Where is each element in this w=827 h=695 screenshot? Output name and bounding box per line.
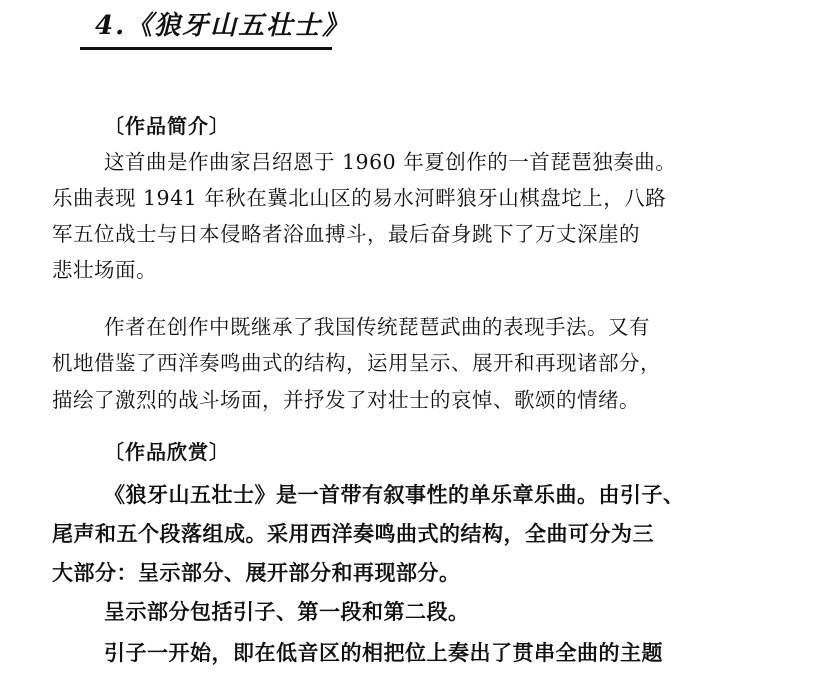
paragraph-line: 军五位战士与日本侵略者浴血搏斗，最后奋身跳下了万丈深崖的 [52, 222, 640, 246]
paragraph-line: 乐曲表现 1941 年秋在冀北山区的易水河畔狼牙山棋盘坨上，八路 [52, 186, 667, 210]
paragraph-line: 悲壮场面。 [52, 258, 157, 282]
paragraph-line: 呈示部分包括引子、第一段和第二段。 [104, 600, 470, 624]
paragraph-line: 大部分：呈示部分、展开部分和再现部分。 [52, 561, 461, 585]
paragraph-line: 机地借鉴了西洋奏鸣曲式的结构，运用呈示、展开和再现诸部分， [52, 351, 661, 375]
paragraph-line: 作者在创作中既继承了我国传统琵琶武曲的表现手法。又有 [104, 315, 650, 339]
paragraph-line: 尾声和五个段落组成。采用西洋奏鸣曲式的结构，全曲可分为三 [52, 522, 654, 546]
section-heading-appreciation: 〔作品欣赏〕 [104, 440, 230, 464]
page-title: 4.《狼牙山五壮士》 [95, 11, 351, 41]
title-underline [80, 47, 332, 50]
paragraph-line: 《狼牙山五壮士》是一首带有叙事性的单乐章乐曲。由引子、 [104, 483, 685, 507]
section-heading-intro: 〔作品简介〕 [104, 114, 230, 138]
paragraph-line: 描绘了激烈的战斗场面，并抒发了对壮士的哀悼、歌颂的情绪。 [52, 388, 640, 412]
paragraph-line: 引子一开始，即在低音区的相把位上奏出了贯串全曲的主题 [104, 641, 663, 665]
title-block [80, 6, 350, 50]
paragraph-line: 这首曲是作曲家吕绍恩于 1960 年夏创作的一首琵琶独奏曲。 [104, 150, 677, 174]
